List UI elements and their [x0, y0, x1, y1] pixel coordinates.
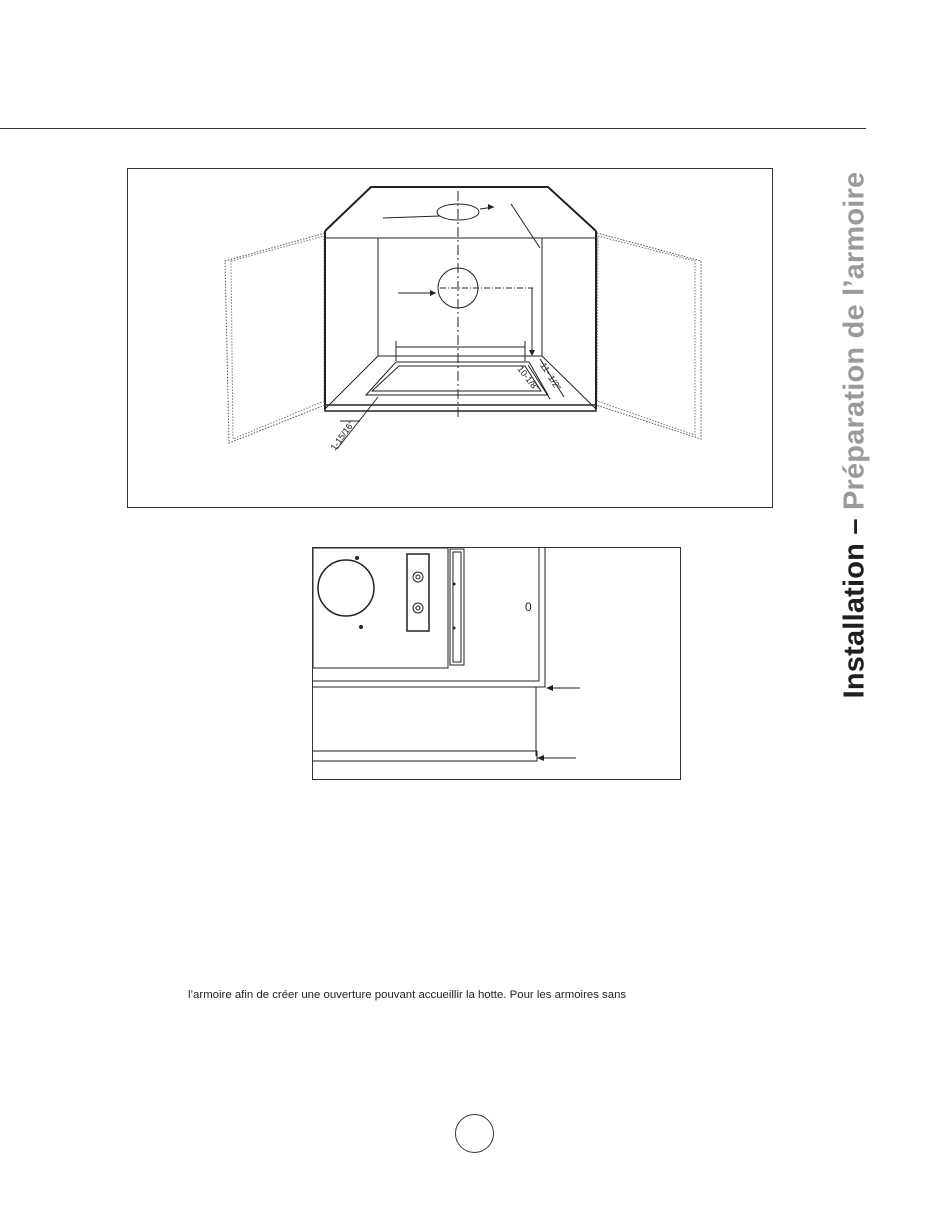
offset-dimension-label: 1-15/16" — [328, 419, 357, 453]
hood-drawing — [313, 548, 681, 780]
depth-dimension-label: 10-1/8" — [515, 364, 541, 393]
section-side-title — [839, 172, 872, 699]
side-title-part1: Installation – — [838, 510, 871, 699]
cabinet-drawing — [128, 169, 774, 509]
hood-detail-diagram — [312, 547, 681, 780]
left-door — [225, 233, 325, 443]
knob-label: 0 — [525, 600, 532, 614]
body-paragraph: l’armoire afin de créer une ouverture pouvant accueillir la hotte. Pour les armoires sans — [188, 989, 627, 1001]
right-door — [596, 233, 701, 439]
page-number-circle — [455, 1114, 494, 1153]
header-rule — [0, 128, 866, 129]
cabinet-diagram — [127, 168, 773, 508]
side-title-part2: Préparation de l’armoire — [838, 171, 871, 511]
width-dimension-label: 11- 1/2" — [538, 360, 563, 392]
